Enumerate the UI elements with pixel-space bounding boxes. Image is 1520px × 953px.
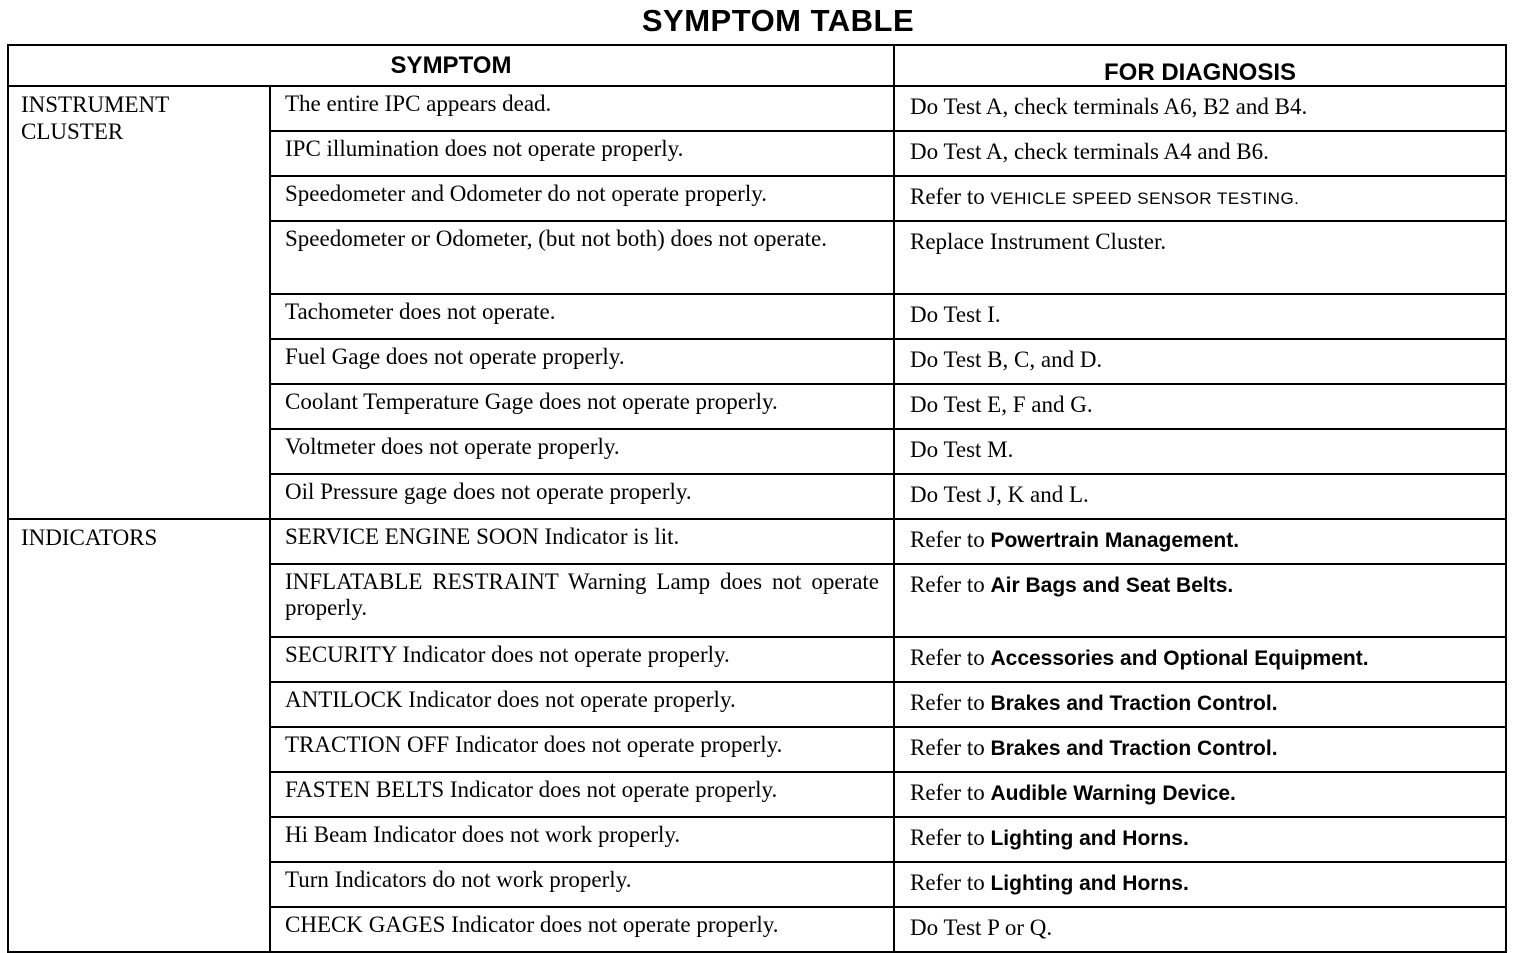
symptom-cell: SERVICE ENGINE SOON Indicator is lit. [270,519,894,564]
symptom-cell: CHECK GAGES Indicator does not operate properly. [270,907,894,952]
symptom-cell: Fuel Gage does not operate properly. [270,339,894,384]
diagnosis-cell [894,86,1506,131]
symptom-cell: Turn Indicators do not work properly. [270,862,894,907]
diagnosis-text: Do Test P or Q. [910,915,1053,940]
diagnosis-text: Do Test A, check terminals A4 and B6. [910,139,1269,164]
diagnosis-prefix: Refer to [910,825,991,850]
symptom-cell: IPC illumination does not operate properly. [270,131,894,176]
diagnosis-reference: Accessories and Optional Equipment. [990,647,1369,670]
diagnosis-column-header: FOR DIAGNOSIS [894,45,1506,86]
category-cell: INSTRUMENT CLUSTER [8,86,270,519]
table-body [8,86,1506,952]
diagnosis-prefix: Refer to [910,572,991,597]
diagnosis-reference: Lighting and Horns. [990,872,1189,895]
diagnosis-prefix: Refer to [910,870,991,895]
symptom-cell: Oil Pressure gage does not operate properly. [270,474,894,519]
diagnosis-reference: Brakes and Traction Control. [990,692,1278,715]
diagnosis-cell [894,727,1506,772]
diagnosis-cell [894,176,1506,221]
symptom-cell: Tachometer does not operate. [270,294,894,339]
diagnosis-prefix: Refer to [910,645,991,670]
diagnosis-text: Do Test B, C, and D. [910,347,1103,372]
diagnosis-reference: Air Bags and Seat Belts. [990,574,1234,597]
category-cell: INDICATORS [8,519,270,952]
diagnosis-cell [894,294,1506,339]
symptom-cell: Speedometer and Odometer do not operate properly. [270,176,894,221]
diagnosis-cell [894,429,1506,474]
diagnosis-text: Do Test J, K and L. [910,482,1089,507]
diagnosis-prefix: Refer to [910,184,991,209]
symptom-cell: INFLATABLE RESTRAINT Warning Lamp does not operate properly. [270,564,894,637]
diagnosis-reference: VEHICLE SPEED SENSOR TESTING. [990,189,1300,208]
symptom-column-header: SYMPTOM [8,45,894,86]
table-row [8,519,1506,564]
diagnosis-reference: Brakes and Traction Control. [990,737,1278,760]
diagnosis-reference: Audible Warning Device. [990,782,1236,805]
diagnosis-cell [894,772,1506,817]
symptom-cell: The entire IPC appears dead. [270,86,894,131]
symptom-table [7,44,1507,953]
diagnosis-cell [894,474,1506,519]
diagnosis-cell [894,519,1506,564]
table-row [8,86,1506,131]
table-header-row [8,45,1506,86]
diagnosis-cell [894,862,1506,907]
diagnosis-prefix: Refer to [910,527,991,552]
symptom-cell: ANTILOCK Indicator does not operate properly. [270,682,894,727]
diagnosis-prefix: Refer to [910,780,991,805]
symptom-cell: SECURITY Indicator does not operate properly. [270,637,894,682]
diagnosis-cell [894,637,1506,682]
diagnosis-cell [894,682,1506,727]
diagnosis-text: Do Test I. [910,302,1001,327]
diagnosis-prefix: Refer to [910,735,991,760]
diagnosis-cell [894,339,1506,384]
symptom-cell: Speedometer or Odometer, (but not both) does not operate. [270,221,894,294]
symptom-cell: TRACTION OFF Indicator does not operate properly. [270,727,894,772]
diagnosis-cell [894,907,1506,952]
symptom-cell: FASTEN BELTS Indicator does not operate properly. [270,772,894,817]
diagnosis-prefix: Refer to [910,690,991,715]
diagnosis-cell [894,221,1506,294]
diagnosis-reference: Powertrain Management. [990,529,1240,552]
page-title: SYMPTOM TABLE [641,3,915,38]
diagnosis-text: Replace Instrument Cluster. [910,229,1167,254]
diagnosis-text: Do Test E, F and G. [910,392,1093,417]
diagnosis-reference: Lighting and Horns. [990,827,1189,850]
symptom-cell: Coolant Temperature Gage does not operate properly. [270,384,894,429]
diagnosis-text: Do Test M. [910,437,1014,462]
symptom-cell: Voltmeter does not operate properly. [270,429,894,474]
diagnosis-cell [894,384,1506,429]
diagnosis-cell [894,131,1506,176]
diagnosis-text: Do Test A, check terminals A6, B2 and B4. [910,94,1308,119]
diagnosis-cell [894,564,1506,637]
symptom-cell: Hi Beam Indicator does not work properly. [270,817,894,862]
diagnosis-cell [894,817,1506,862]
